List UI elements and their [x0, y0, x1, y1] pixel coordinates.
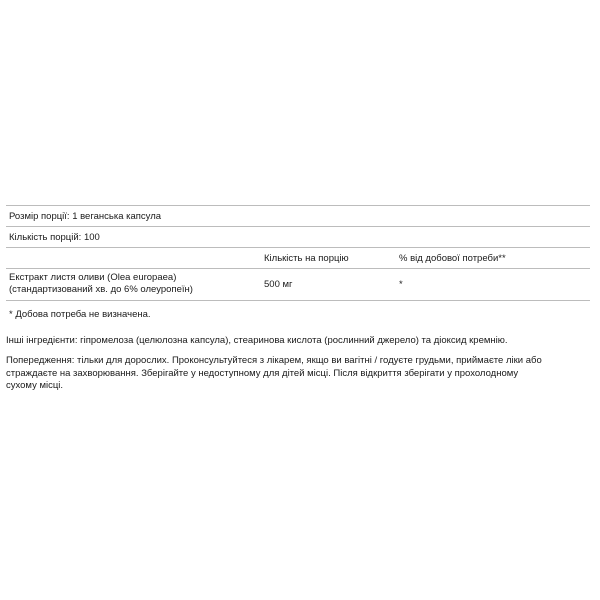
supplement-facts-table — [6, 205, 590, 301]
serving-size-row — [6, 205, 590, 226]
table-header-row — [6, 247, 590, 268]
ingredient-amount: 500 мг — [264, 279, 293, 290]
table-row — [6, 268, 590, 301]
ingredient-name — [9, 272, 193, 296]
amount-per-serving-header: Кількість на порцію — [264, 253, 349, 264]
ingredient-daily-value: * — [399, 279, 403, 290]
servings-per-container-row — [6, 226, 590, 247]
daily-value-footnote: * Добова потреба не визначена. — [9, 309, 151, 320]
warning-text: Попередження: тільки для дорослих. Проконсультуйтеся з лікарем, якщо ви вагітні / годуєте грудьми, приймаєте ліки або страждаєте на захворювання. Зберігайте у недоступному для дітей місці. Після відкриття зберігати у прохолодному сухому місці. — [6, 355, 542, 391]
ingredient-name-line-1: Екстракт листя оливи (Olea europaea) — [9, 272, 177, 283]
servings-per-container-text: Кількість порцій: 100 — [9, 232, 100, 243]
daily-value-header: % від добової потреби** — [399, 253, 506, 264]
other-ingredients-text: Інші інгредієнти: гіпромелоза (целюлозна капсула), стеаринова кислота (рослинний джерело) та діоксид кремнію. — [6, 335, 508, 346]
serving-size-text: Розмір порції: 1 веганська капсула — [9, 211, 162, 222]
ingredient-name-line-2: (стандартизований хв. до 6% олеуропеїн) — [9, 284, 193, 295]
